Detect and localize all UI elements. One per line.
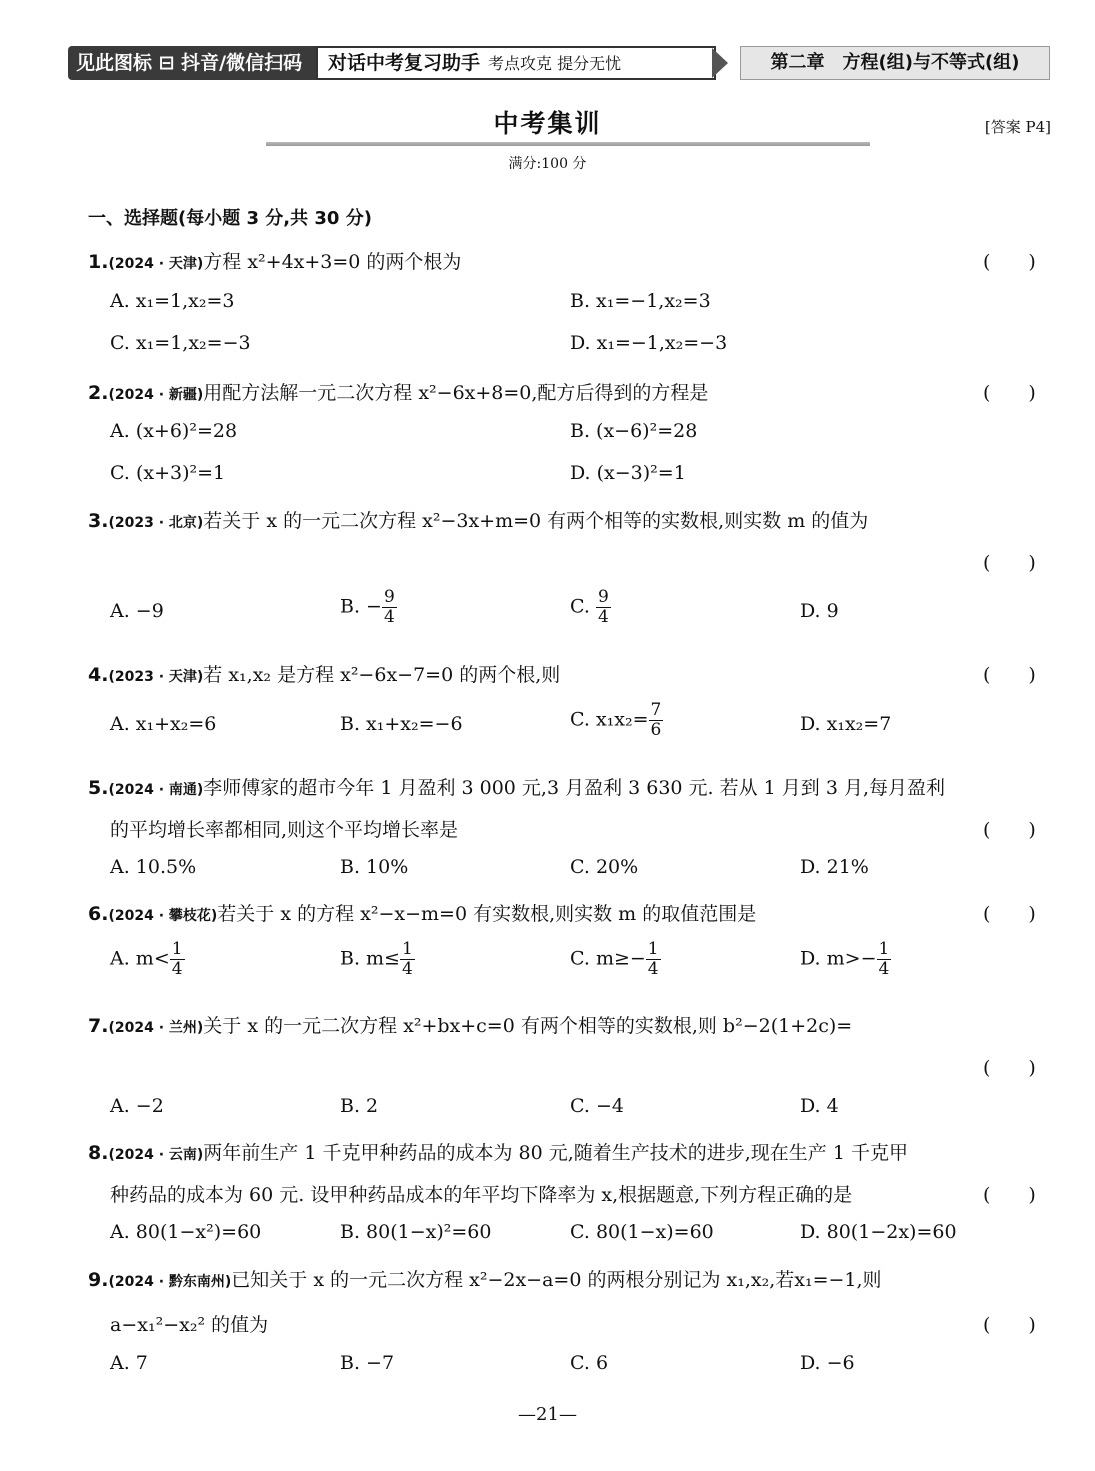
question-number: 6. <box>88 903 109 925</box>
option-b[interactable] <box>340 1352 394 1374</box>
full-score: 满分:100 分 <box>508 156 587 172</box>
question-source: (2024 · 天津) <box>108 256 204 272</box>
fraction-denominator: 4 <box>383 607 395 627</box>
option-d[interactable] <box>800 600 839 622</box>
fraction <box>400 940 415 979</box>
fraction <box>596 588 611 627</box>
option-c[interactable] <box>570 1095 624 1117</box>
question-text-continued: 种药品的成本为 60 元. 设甲种药品成本的年平均下降率为 x,根据题意,下列方程正确的是 <box>110 1184 853 1206</box>
answer-blank[interactable]: ( ) <box>983 1314 1036 1336</box>
option-text: B. m≤ <box>340 947 400 970</box>
question-text: 方程 x²+4x+3=0 的两个根为 <box>203 251 462 273</box>
question-1 <box>88 247 1095 274</box>
banner-assistant <box>316 46 716 80</box>
option-text: B. −7 <box>340 1352 395 1374</box>
fraction <box>646 940 661 979</box>
fraction <box>877 940 892 979</box>
question-source: (2024 · 云南) <box>108 1147 204 1163</box>
question-text: 若 x₁,x₂ 是方程 x²−6x−7=0 的两个根,则 <box>203 664 561 686</box>
option-b[interactable] <box>570 420 697 442</box>
question-8 <box>88 1138 1095 1165</box>
question-text: 若关于 x 的一元二次方程 x²−3x+m=0 有两个相等的实数根,则实数 m 的值为 <box>203 510 869 532</box>
answer-blank[interactable]: ( ) <box>983 819 1036 841</box>
question-text: 两年前生产 1 千克甲种药品的成本为 80 元,随着生产技术的进步,现在生产 1 千克甲 <box>203 1142 908 1164</box>
fraction-numerator: 7 <box>650 700 662 720</box>
option-text: B. (x−6)²=28 <box>570 420 698 442</box>
option-text: C. <box>570 595 596 618</box>
option-text: D. (x−3)²=1 <box>570 462 686 484</box>
option-a[interactable] <box>110 420 237 442</box>
option-text: C. −4 <box>570 1095 624 1117</box>
option-b[interactable] <box>340 588 397 627</box>
question-number: 8. <box>88 1142 109 1164</box>
question-7 <box>88 1011 1095 1038</box>
page-number: —21— <box>518 1404 577 1425</box>
option-c[interactable] <box>570 940 661 979</box>
option-text: D. −6 <box>800 1352 855 1374</box>
option-text: B. 2 <box>340 1095 379 1117</box>
question-3 <box>88 506 1095 533</box>
question-source: (2024 · 南通) <box>108 782 204 798</box>
question-9 <box>88 1265 1095 1292</box>
option-text: B. x₁+x₂=−6 <box>340 713 463 735</box>
option-text: B. 10% <box>340 856 409 878</box>
fraction-numerator: 9 <box>383 587 395 607</box>
answer-blank[interactable]: ( ) <box>983 1057 1036 1079</box>
option-text: C. 6 <box>570 1352 609 1374</box>
banner-scan-label: 见此图标 ⊟ 抖音/微信扫码 <box>68 46 316 80</box>
question-text: 用配方法解一元二次方程 x²−6x+8=0,配方后得到的方程是 <box>203 382 709 404</box>
option-text: D. 9 <box>800 600 839 622</box>
question-5 <box>88 773 1095 800</box>
question-number: 5. <box>88 777 109 799</box>
option-a[interactable] <box>110 290 235 312</box>
option-b[interactable] <box>340 940 415 979</box>
question-text-continued: 的平均增长率都相同,则这个平均增长率是 <box>110 819 459 841</box>
option-text: D. 4 <box>800 1095 839 1117</box>
option-d[interactable] <box>800 1095 839 1117</box>
option-c[interactable] <box>110 462 225 484</box>
option-c[interactable] <box>110 332 251 354</box>
fraction <box>649 701 664 740</box>
option-d[interactable] <box>570 332 727 354</box>
question-source: (2024 · 攀枝花) <box>108 908 218 924</box>
section-heading: 一、选择题(每小题 3 分,共 30 分) <box>88 208 372 229</box>
option-a[interactable] <box>110 713 216 735</box>
fraction-numerator: 1 <box>878 939 890 959</box>
option-a[interactable] <box>110 940 185 979</box>
title-rule <box>266 142 870 146</box>
option-text: C. (x+3)²=1 <box>110 462 226 484</box>
option-b[interactable] <box>340 1221 491 1243</box>
option-text: A. x₁=1,x₂=3 <box>110 290 235 312</box>
option-text: C. x₁x₂= <box>570 708 649 731</box>
question-number: 4. <box>88 664 109 686</box>
question-text: 已知关于 x 的一元二次方程 x²−2x−a=0 的两根分别记为 x₁,x₂,若x₁=−1,则 <box>231 1269 882 1291</box>
question-4 <box>88 660 1095 687</box>
option-c[interactable] <box>570 856 638 878</box>
option-a[interactable] <box>110 1221 261 1243</box>
option-d[interactable] <box>800 1221 957 1243</box>
option-text: A. x₁+x₂=6 <box>110 713 217 735</box>
option-text: D. m>− <box>800 947 877 970</box>
fraction-denominator: 4 <box>647 959 659 979</box>
answer-blank[interactable]: ( ) <box>983 903 1036 925</box>
option-text: B. x₁=−1,x₂=3 <box>570 290 711 312</box>
fraction <box>170 940 185 979</box>
option-d[interactable] <box>800 940 891 979</box>
banner-assistant-slogan: 考点攻克 提分无忧 <box>488 54 622 73</box>
page-title: 中考集训 <box>493 109 602 138</box>
question-number: 3. <box>88 510 109 532</box>
option-c[interactable] <box>570 1352 608 1374</box>
option-a[interactable] <box>110 1095 164 1117</box>
option-text: D. 21% <box>800 856 869 878</box>
question-text: 关于 x 的一元二次方程 x²+bx+c=0 有两个相等的实数根,则 b²−2(1+2c)= <box>203 1015 853 1037</box>
fraction-denominator: 6 <box>650 720 662 740</box>
option-text: A. 7 <box>110 1352 148 1374</box>
option-text: A. (x+6)²=28 <box>110 420 238 442</box>
option-text: C. 80(1−x)=60 <box>570 1221 714 1243</box>
question-source: (2024 · 新疆) <box>108 387 204 403</box>
question-text: 李师傅家的超市今年 1 月盈利 3 000 元,3 月盈利 3 630 元. 若从 1 月到 3 月,每月盈利 <box>203 777 946 799</box>
option-text: D. x₁=−1,x₂=−3 <box>570 332 728 354</box>
answer-blank[interactable]: ( ) <box>983 552 1036 574</box>
option-b[interactable] <box>340 713 463 735</box>
option-b[interactable] <box>340 1095 378 1117</box>
option-text: B. 80(1−x)²=60 <box>340 1221 492 1243</box>
option-a[interactable] <box>110 600 164 622</box>
question-2 <box>88 378 1095 405</box>
question-source: (2024 · 兰州) <box>108 1020 204 1036</box>
fraction-numerator: 1 <box>171 939 183 959</box>
option-text: C. 20% <box>570 856 639 878</box>
option-a[interactable] <box>110 1352 148 1374</box>
option-b[interactable] <box>570 290 711 312</box>
option-text: A. m< <box>110 947 170 970</box>
option-c[interactable] <box>570 588 611 627</box>
fraction <box>382 588 397 627</box>
question-number: 2. <box>88 382 109 404</box>
answer-blank[interactable]: ( ) <box>983 251 1036 273</box>
question-number: 1. <box>88 251 109 273</box>
option-d[interactable] <box>800 713 891 735</box>
option-c[interactable] <box>570 701 663 740</box>
option-text: B. − <box>340 595 382 618</box>
question-source: (2023 · 天津) <box>108 669 204 685</box>
banner-arrow-icon <box>712 48 728 78</box>
top-banner <box>68 46 1050 82</box>
fraction-denominator: 4 <box>597 607 609 627</box>
banner-assistant-title: 对话中考复习助手 <box>328 52 481 74</box>
fraction-numerator: 1 <box>647 939 659 959</box>
option-text: A. −9 <box>110 600 164 622</box>
question-text-continued: a−x₁²−x₂² 的值为 <box>110 1314 269 1336</box>
fraction-denominator: 4 <box>878 959 890 979</box>
option-text: C. m≥− <box>570 947 646 970</box>
option-text: A. −2 <box>110 1095 164 1117</box>
question-source: (2024 · 黔东南州) <box>108 1274 232 1290</box>
option-d[interactable] <box>800 1352 855 1374</box>
fraction-numerator: 9 <box>597 587 609 607</box>
option-c[interactable] <box>570 1221 714 1243</box>
question-text: 若关于 x 的方程 x²−x−m=0 有实数根,则实数 m 的取值范围是 <box>217 903 757 925</box>
option-text: C. x₁=1,x₂=−3 <box>110 332 251 354</box>
answer-blank[interactable]: ( ) <box>983 382 1036 404</box>
option-b[interactable] <box>340 856 408 878</box>
question-6 <box>88 899 1095 926</box>
answer-reference: [答案 P4] <box>984 118 1051 136</box>
answer-blank[interactable]: ( ) <box>983 1184 1036 1206</box>
answer-blank[interactable]: ( ) <box>983 664 1036 686</box>
fraction-numerator: 1 <box>401 939 413 959</box>
fraction-denominator: 4 <box>401 959 413 979</box>
option-text: D. x₁x₂=7 <box>800 713 892 735</box>
option-d[interactable] <box>570 462 686 484</box>
option-text: A. 10.5% <box>110 856 197 878</box>
option-text: D. 80(1−2x)=60 <box>800 1221 957 1243</box>
question-source: (2023 · 北京) <box>108 515 204 531</box>
option-text: A. 80(1−x²)=60 <box>110 1221 262 1243</box>
option-a[interactable] <box>110 856 196 878</box>
fraction-denominator: 4 <box>171 959 183 979</box>
option-d[interactable] <box>800 856 869 878</box>
chapter-title: 第二章 方程(组)与不等式(组) <box>740 46 1050 80</box>
question-number: 7. <box>88 1015 109 1037</box>
question-number: 9. <box>88 1269 109 1291</box>
